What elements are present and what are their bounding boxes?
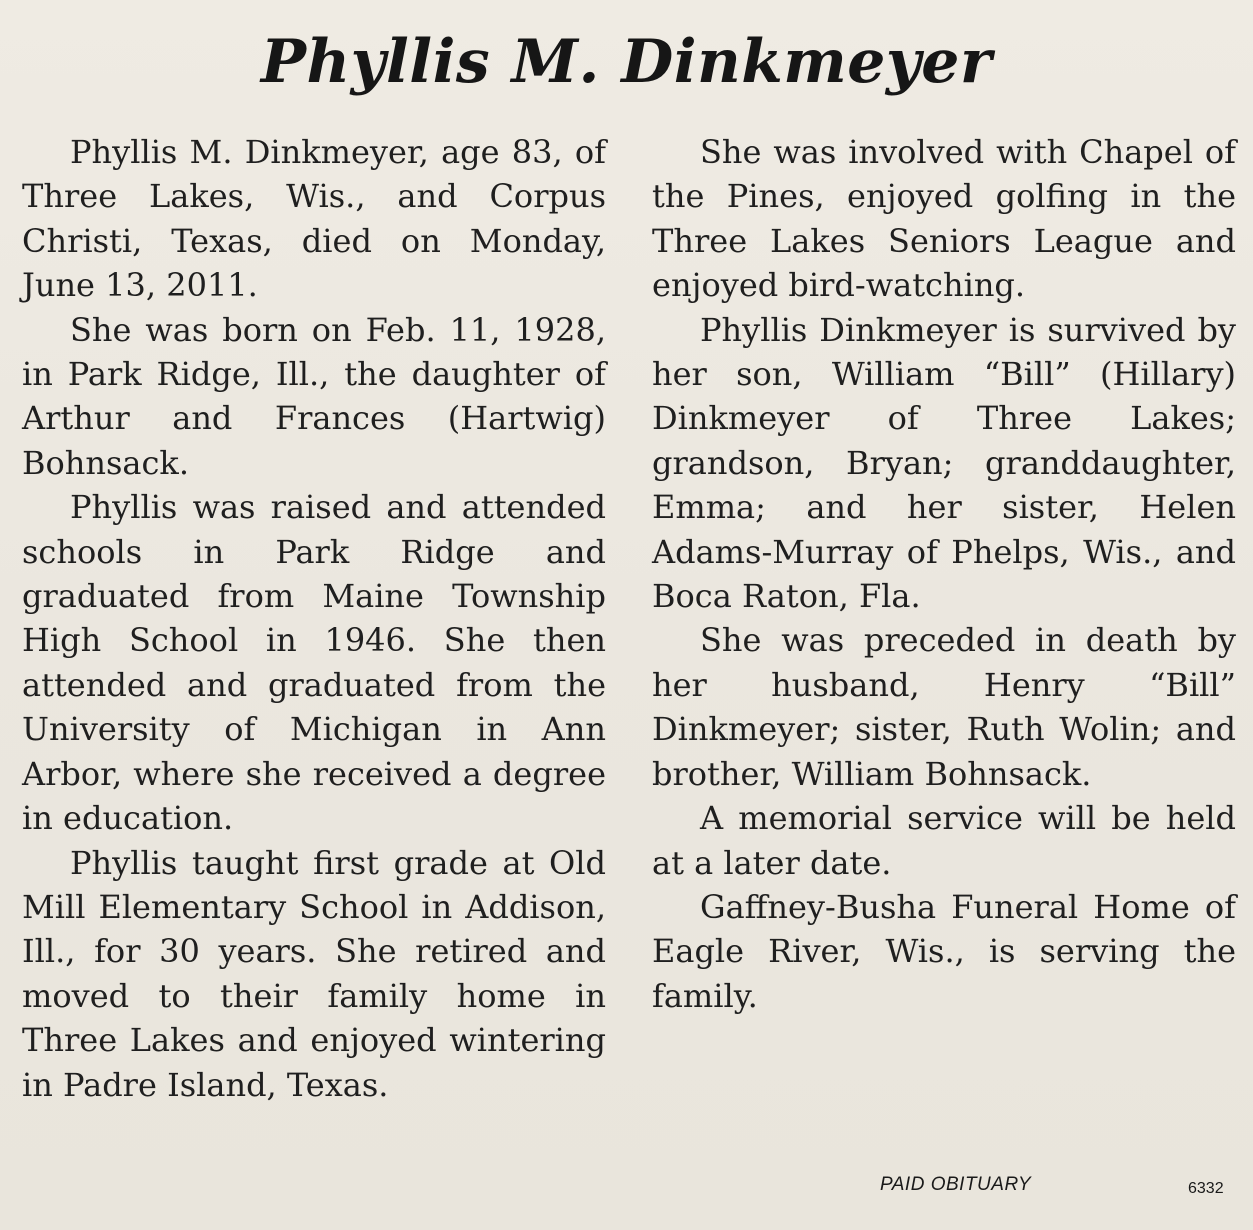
paragraph-preceded: She was preceded in death by her husband, Henry “Bill” Dinkmeyer; sister, Ruth Wolin; and brother, William Bohnsack.: [652, 621, 1236, 793]
paragraph-funeral-home: Gaffney-Busha Funeral Home of Eagle River, Wis., is serving the family.: [652, 887, 1236, 1015]
paragraph-career: Phyllis taught first grade at Old Mill Elementary School in Addison, Ill., for 30 years. She retired and moved to their family home in Three Lakes and enjoyed wintering in Padre Island, Texas.: [22, 843, 606, 1104]
paragraph-education: Phyllis was raised and attended schools in Park Ridge and graduated from Maine Township High School in 1946. She then attended and graduated from the University of Michigan in Ann Arbor, where she received a degree in education.: [22, 488, 606, 838]
paragraph-interests: She was involved with Chapel of the Pines, enjoyed golfing in the Three Lakes Seniors League and enjoyed bird-watching.: [652, 133, 1236, 305]
paragraph-death-notice: Phyllis M. Dinkmeyer, age 83, of Three Lakes, Wis., and Corpus Christi, Texas, died on Monday, June 13, 2011.: [22, 133, 606, 305]
ad-code: 6332: [1188, 1180, 1224, 1197]
right-column: [652, 130, 1236, 1018]
paragraph-memorial: A memorial service will be held at a later date.: [652, 799, 1236, 882]
paragraph-survivors: Phyllis Dinkmeyer is survived by her son, William “Bill” (Hillary) Dinkmeyer of Three Lakes; grandson, Bryan; granddaughter, Emma; and her sister, Helen Adams-Murray of Phelps, Wis., and Boca Raton, Fla.: [652, 310, 1236, 616]
paragraph-birth: She was born on Feb. 11, 1928, in Park Ridge, Ill., the daughter of Arthur and Frances (Hartwig) Bohnsack.: [22, 310, 606, 482]
paid-obituary-label: PAID OBITUARY: [880, 1174, 1032, 1195]
obituary-title: Phyllis M. Dinkmeyer: [260, 27, 993, 97]
left-column: [22, 130, 606, 1107]
